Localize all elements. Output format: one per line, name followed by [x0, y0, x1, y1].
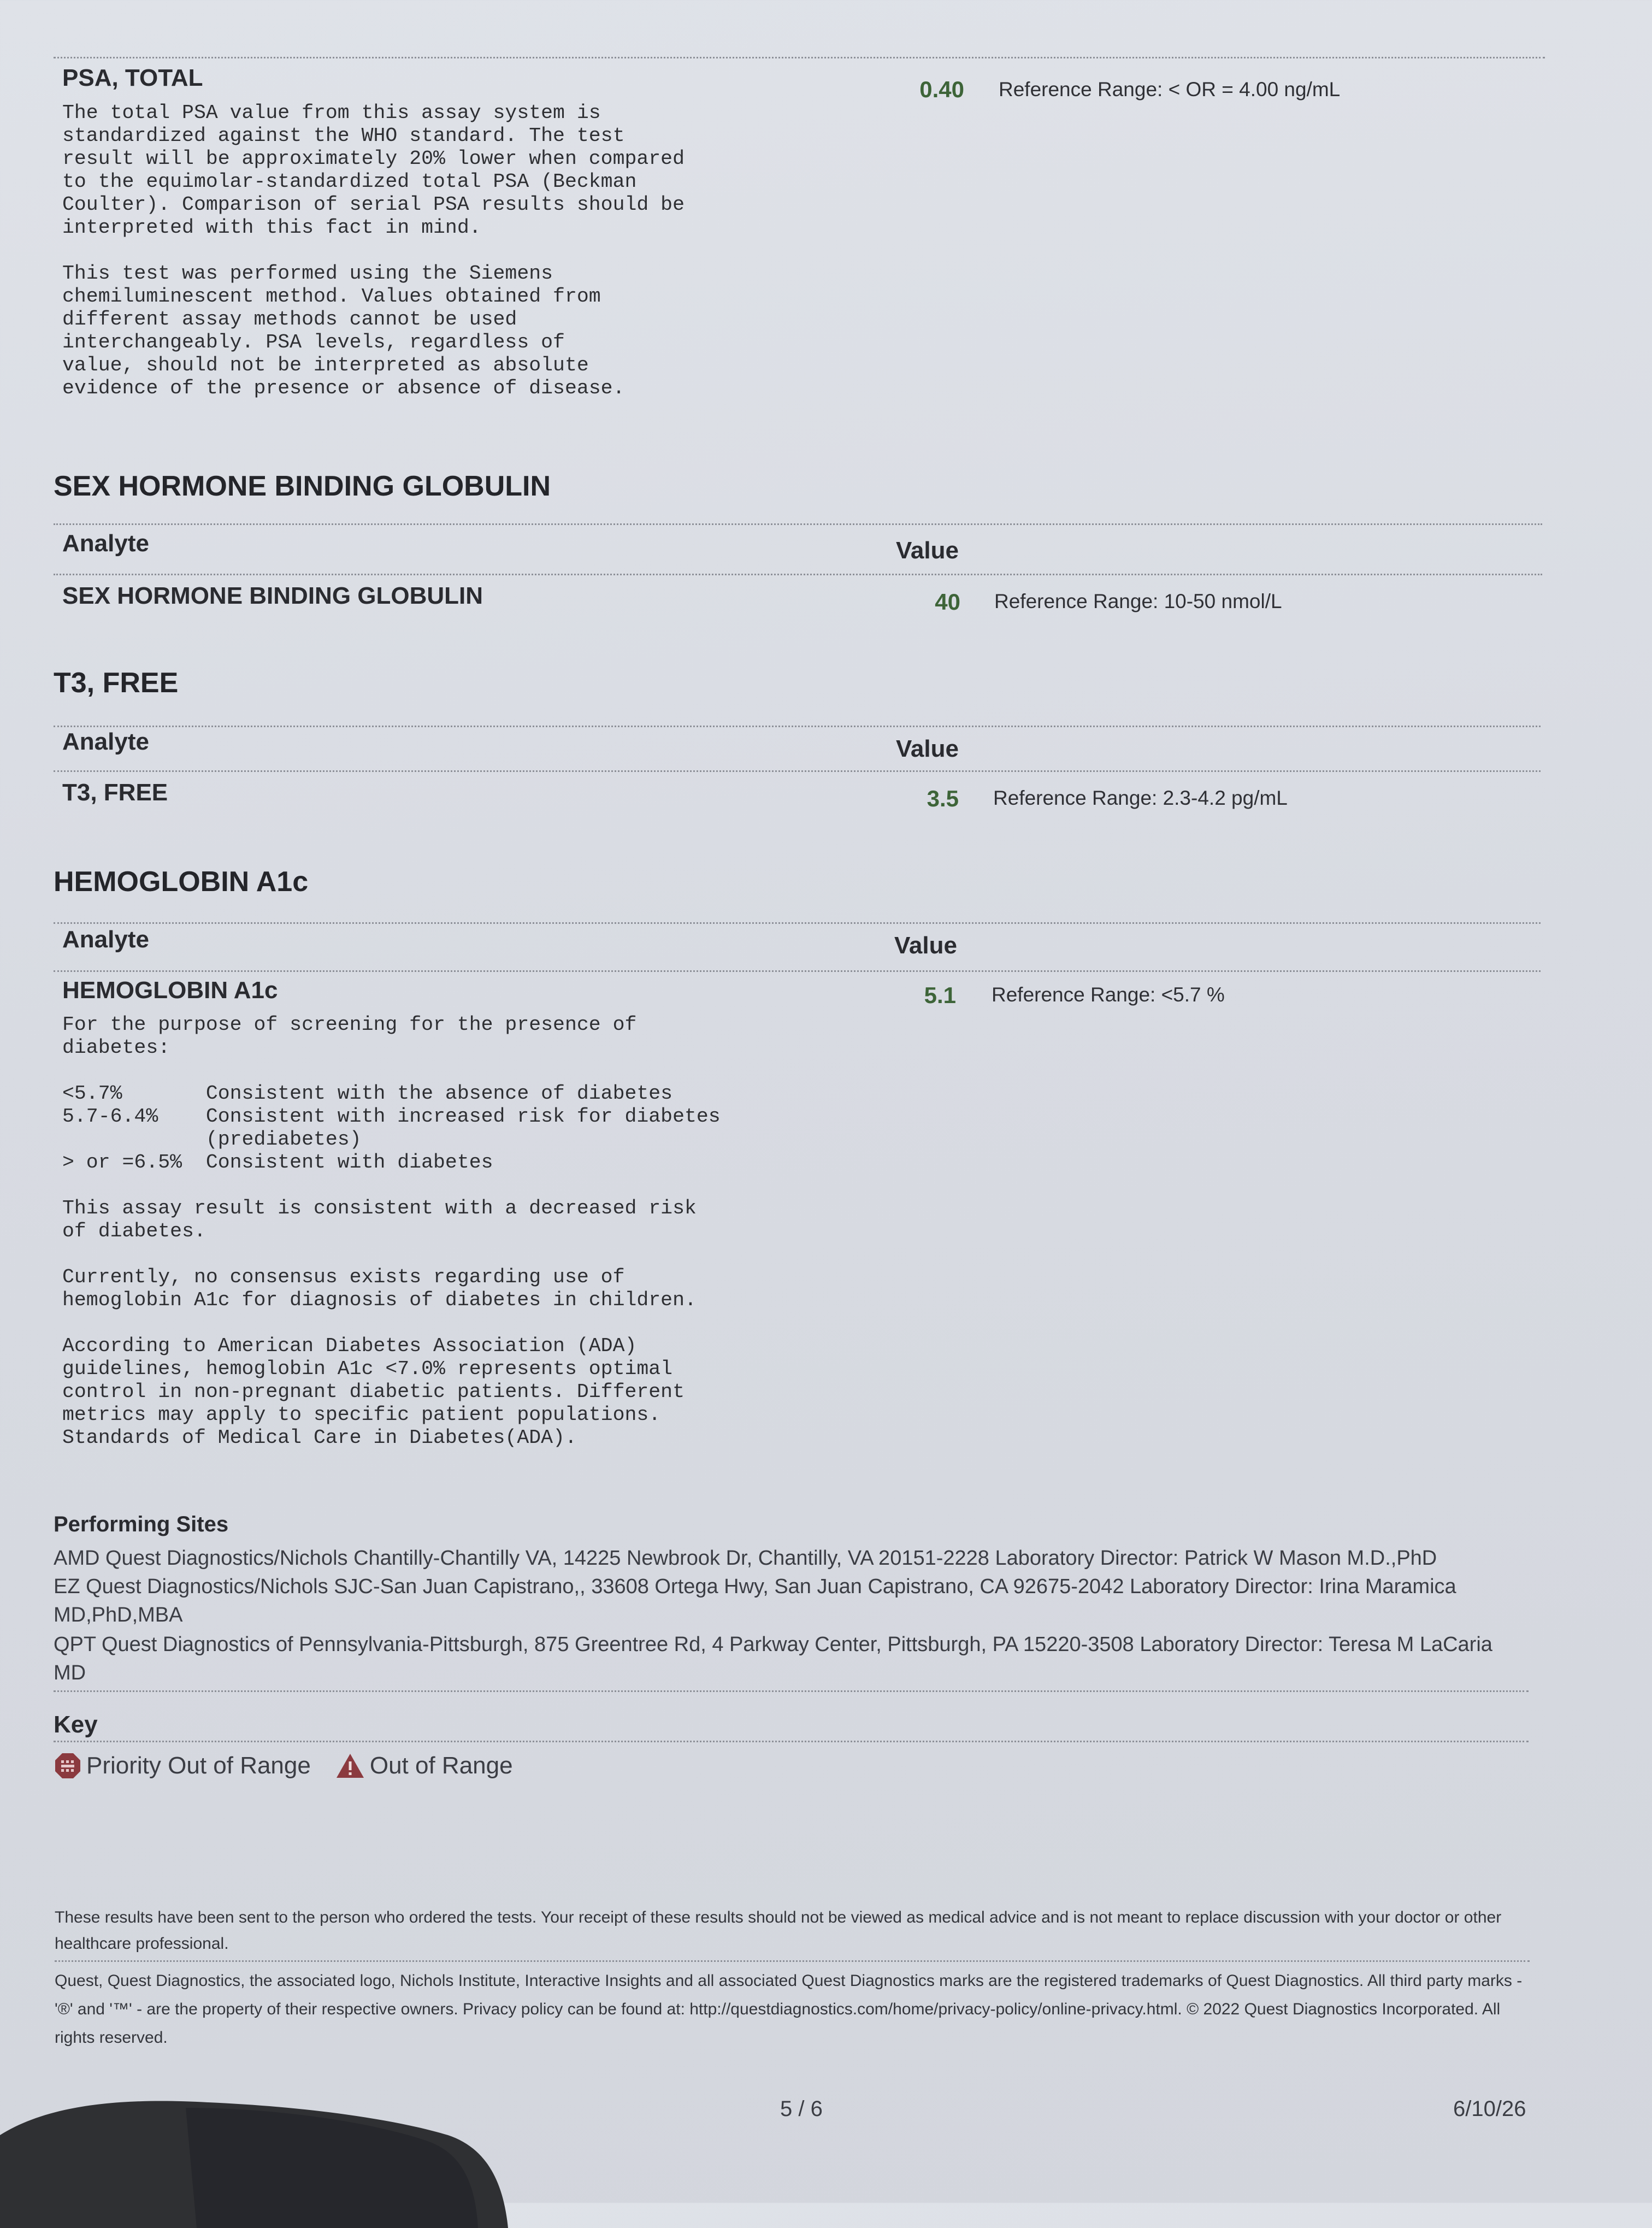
t3-analyte-header: Analyte — [62, 728, 149, 755]
key-priority-item — [54, 1752, 311, 1780]
page-number: 5 / 6 — [780, 2097, 823, 2121]
photographer-thumb — [0, 2086, 514, 2228]
divider — [54, 970, 1541, 972]
a1c-section-title: HEMOGLOBIN A1c — [54, 866, 309, 898]
shbg-value: 40 — [935, 589, 960, 615]
performing-site-amd: AMD Quest Diagnostics/Nichols Chantilly-Chantilly VA, 14225 Newbrook Dr, Chantilly, VA 20151-2228 Laboratory Director: Patrick W Mason M.D.,PhD — [54, 1547, 1437, 1570]
key-out-of-range-item — [335, 1752, 513, 1779]
a1c-note: For the purpose of screening for the presence of diabetes: <5.7% Consistent with the absence of diabetes 5.7-6.4% Consistent with increased risk for diabetes (prediabetes) > or =6.5% Consistent with diabetes This assay result is consistent with a decreased risk of diabetes. Currently, no consensus exists regarding use of hemoglobin A1c for diagnosis of diabetes in children. According to American Diabetes Association (ADA) guidelines, hemoglobin A1c <7.0% represents optimal control in non-pregnant diabetic patients. Different metrics may apply to specific patient populations. Standards of Medical Care in Diabetes(ADA). — [62, 1013, 721, 1449]
shbg-analyte-name: SEX HORMONE BINDING GLOBULIN — [62, 582, 483, 609]
shbg-value-header: Value — [896, 537, 959, 564]
t3-analyte-name: T3, FREE — [62, 779, 168, 806]
shbg-section-title: SEX HORMONE BINDING GLOBULIN — [54, 470, 551, 502]
t3-reference-range: Reference Range: 2.3-4.2 pg/mL — [993, 787, 1288, 809]
divider — [55, 1960, 1530, 1962]
a1c-reference-range: Reference Range: <5.7 % — [992, 983, 1225, 1006]
psa-analyte-name: PSA, TOTAL — [62, 64, 203, 91]
divider — [54, 57, 1545, 58]
psa-note: The total PSA value from this assay system is standardized against the WHO standard. The test result will be approximately 20% lower when compared to the equimolar-standardized total PSA (Beckman Coulter). Comparison of serial PSA results should be interpreted with this fact in mind. This test was performed using the Siemens chemiluminescent method. Values obtained from different assay methods cannot be used interchangeably. PSA levels, regardless of value, should not be interpreted as absolute evidence of the presence or absence of disease. — [62, 102, 685, 399]
trademark-notice: Quest, Quest Diagnostics, the associated logo, Nichols Institute, Interactive Insights and all associated Quest Diagnostics marks are the registered trademarks of Quest Diagnostics. All third party marks - '®' and '™' - are the property of their respective owners. Privacy policy can be found at: http://questdiagnostics.com/home/privacy-policy/online-privacy.html. © 2022 Quest Diagnostics Incorporated. All rights reserved. — [55, 1972, 1523, 2047]
psa-value: 0.40 — [919, 76, 964, 102]
t3-value-header: Value — [896, 735, 959, 762]
warning-triangle-icon — [335, 1752, 365, 1779]
results-disclaimer: These results have been sent to the person who ordered the tests. Your receipt of these results should not be viewed as medical advice and is not meant to replace discussion with your doctor or other healthcare professional. — [55, 1908, 1502, 1953]
performing-site-qpt: QPT Quest Diagnostics of Pennsylvania-Pittsburgh, 875 Greentree Rd, 4 Parkway Center, Pittsburgh, PA 15220-3508 Laboratory Director: Teresa M LaCaria MD — [54, 1633, 1492, 1684]
a1c-value-header: Value — [894, 932, 957, 959]
print-date: 6/10/26 — [1453, 2097, 1526, 2121]
key-legend — [54, 1752, 537, 1780]
a1c-value: 5.1 — [924, 982, 956, 1008]
key-out-of-range-label: Out of Range — [369, 1752, 513, 1779]
t3-section-title: T3, FREE — [54, 667, 179, 699]
a1c-analyte-header: Analyte — [62, 926, 149, 953]
divider — [54, 574, 1542, 575]
shbg-analyte-header: Analyte — [62, 530, 149, 557]
psa-reference-range: Reference Range: < OR = 4.00 ng/mL — [999, 78, 1341, 101]
a1c-analyte-name: HEMOGLOBIN A1c — [62, 977, 278, 1004]
t3-value: 3.5 — [927, 786, 959, 811]
performing-sites-title: Performing Sites — [54, 1512, 229, 1536]
priority-out-of-range-icon — [54, 1752, 82, 1780]
performing-site-ez: EZ Quest Diagnostics/Nichols SJC-San Juan Capistrano,, 33608 Ortega Hwy, San Juan Capistrano, CA 92675-2042 Laboratory Director: Irina Maramica MD,PhD,MBA — [54, 1575, 1456, 1626]
divider — [54, 770, 1541, 772]
divider — [54, 922, 1541, 924]
divider — [54, 523, 1542, 525]
shbg-reference-range: Reference Range: 10-50 nmol/L — [994, 590, 1282, 612]
key-priority-label: Priority Out of Range — [86, 1752, 311, 1779]
divider — [54, 1741, 1529, 1742]
key-title: Key — [54, 1711, 98, 1738]
divider — [54, 726, 1541, 727]
divider — [54, 1690, 1529, 1692]
